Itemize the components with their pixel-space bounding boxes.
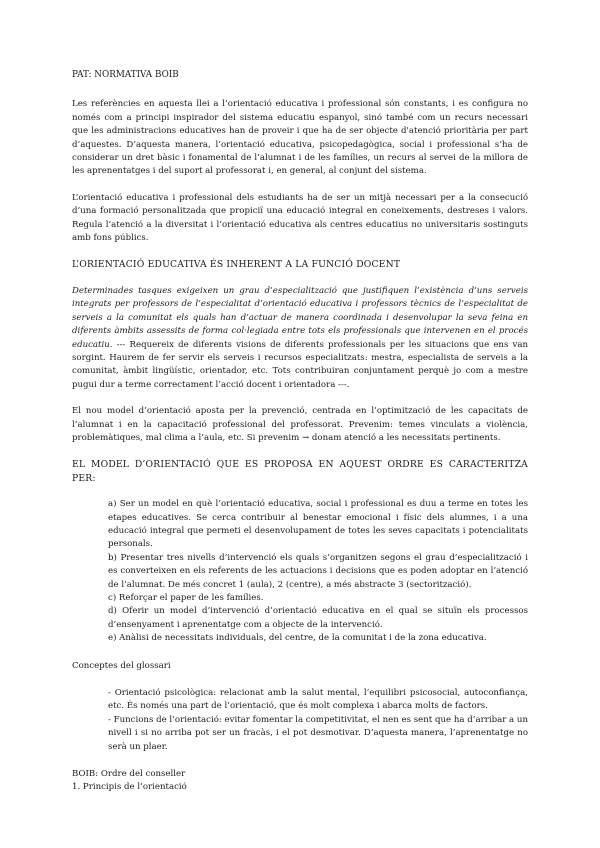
- footer-boib-line: BOIB: Ordre del conseller: [72, 769, 186, 780]
- paragraph-commentary: --- Requereix de diferents visions de diferents professionals per les situacions que ens van sorgint. Haurem de fer servir els serveis i recursos especialitzats: mestra, especialista de serveis a la comunitat, àmbit lingüístic, orientador, etc. Tots contribuiran conjuntament perquè jo com a mestre pugui dur a terme correctament l’acció docent i orientadora ---.: [72, 339, 528, 390]
- section-heading-funcio-docent: L’ORIENTACIÓ EDUCATIVA ÉS INHERENT A LA FUNCIÓ DOCENT: [72, 259, 401, 271]
- paragraph-tasques-especialitzacio: [72, 285, 528, 392]
- paragraph-orientacio-estudiants: L’orientació educativa i professional dels estudiants ha de ser un mitjà necessari per a la consecució d’una formació personalitzada que propiciï una educació integral en coneixements, destreses i valors. Regula l’atenció a la diversitat i l’orientació educativa als centres educatius no universitaris sostinguts amb fons públics.: [72, 192, 528, 244]
- list-item: a) Ser un model en què l’orientació educativa, social i professional es duu a terme en totes les etapes educatives. Se cerca contribuir al benestar emocional i físic dels alumnes, i a una educació integral que permeti el desenvolupament de totes les seves capacitats i potencialitats personals.: [108, 499, 528, 550]
- list-item: d) Oferir un model d’intervenció d’orientació educativa en el qual se situïn els processos d’ensenyament i aprenentatge com a objecte de la intervenció.: [108, 606, 528, 630]
- italic-quote: Determinades tasques exigeixen un grau d’especialització que justifiquen l’existència d’uns serveis integrats per professors de l’especialitat d’orientació educativa i professors tècnics de l’especialitat de serveis a la comunitat els quals han d’actuar de manera coordinada i desenvolupar la seva feina en diferents àmbits assessits de forma col·legiada entre tots els professionals que intervenen en el procés educatiu.: [72, 285, 528, 350]
- paragraph-llei-orientacio: Les referències en aquesta llei a l’orientació educativa i professional són constants, i es configura no només com a principi inspirador del sistema educatiu espanyol, sinó també com un recurs necessari que les administracions educatives han de proveir i que ha de ser objecte d'atenció prioritària per part d’aquestes. D’aquesta manera, l’orientació educativa, psicopedagògica, social i professional s’ha de considerar un dret bàsic i fonamental de l’alumnat i de les famílies, un recurs al servei de la millora de les aprenentatges i del suport al professorat i, en general, al conjunt del sistema.: [72, 99, 528, 177]
- footer-principis-line: 1. Principis de l’orientació: [72, 782, 187, 793]
- paragraph-nou-model: El nou model d’orientació aposta per la prevenció, centrada en l’optimització de les capacitats de l’alumnat i en la capacitació professional del professorat. Prevenim: temes vinculats a violència, problemàtiques, mal clima a l’aula, etc. Si prevenim → donam atenció a les necessitats pertinents.: [72, 406, 528, 443]
- list-item: e) Anàlisi de necessitats individuals, del centre, de la comunitat i de la zona educativa.: [108, 633, 487, 644]
- list-item: c) Reforçar el paper de les famílies.: [108, 593, 264, 603]
- glossary-item: - Orientació psicològica: relacionat amb la salut mental, l’equilibri psicosocial, autoconfiança, etc. És només una part de l’orientació, que és molt complexa i abarca molts de factors.: [108, 688, 528, 712]
- section-heading-model-orientacio: EL MODEL D’ORIENTACIÓ QUE ES PROPOSA EN AQUEST ORDRE ES CARACTERITZA PER:: [72, 459, 528, 484]
- characteristics-list: [72, 498, 528, 645]
- glossary-item: - Funcions de l’orientació: evitar fomentar la competitivitat, el nen es sent que ha d’arribar a un nivell i si no arriba pot ser un fracàs, i el pot desmotivar. D’aquesta manera, l’aprenentatge no serà un plaer.: [108, 714, 528, 752]
- glossary-list: [72, 687, 528, 754]
- part-title: PAT: NORMATIVA BOIB: [72, 70, 179, 80]
- list-item: b) Presentar tres nivells d’intervenció els quals s’organitzen segons el grau d’especialització i es converteixen en els referents de les actuacions i decisions que es poden adoptar en l’atenció de l’alumnat. De més concret 1 (aula), 2 (centre), a més abstracte 3 (sectorització).: [108, 552, 528, 590]
- glossary-title: Conceptes del glossari: [72, 660, 171, 671]
